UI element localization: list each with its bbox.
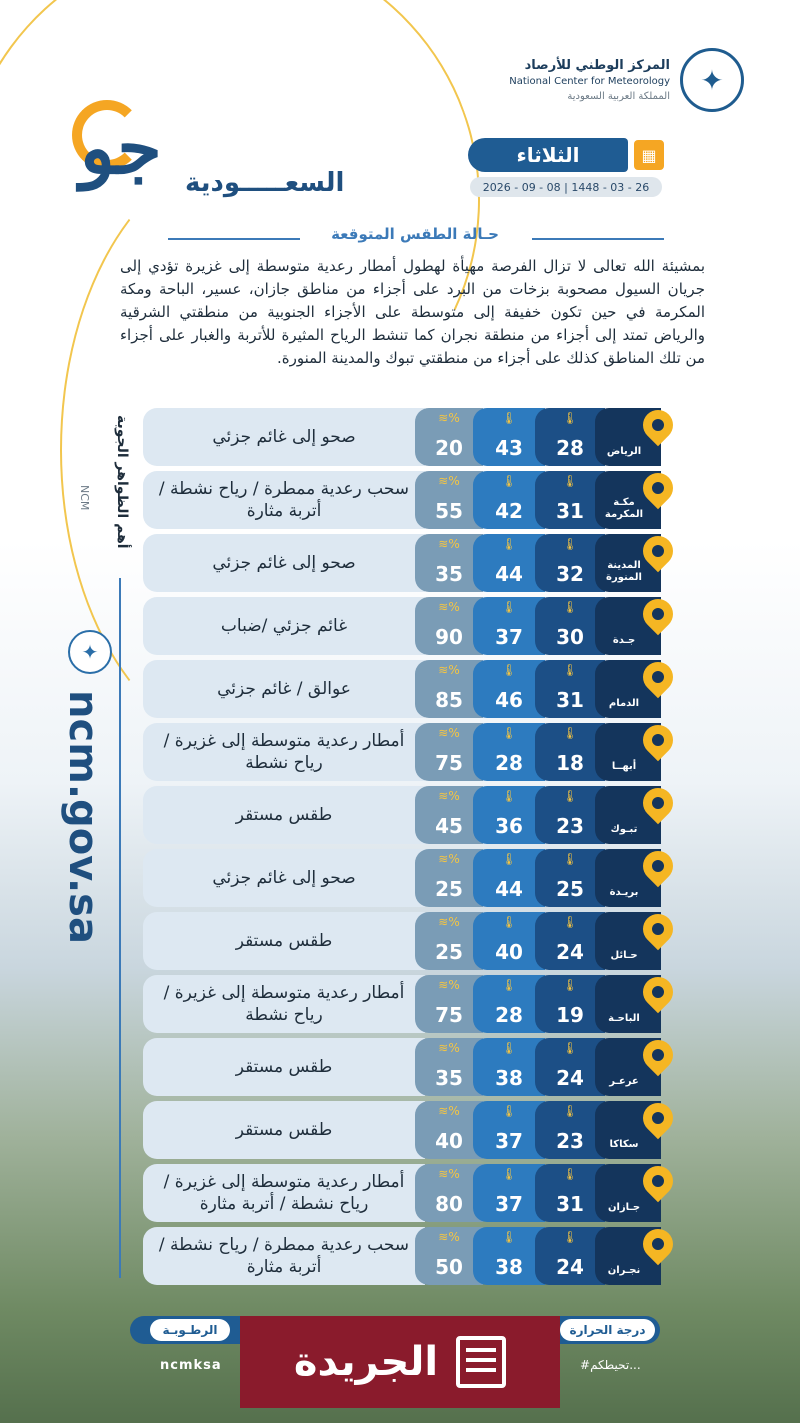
brand-subtitle: السعـــــودية: [185, 168, 345, 198]
city-row: [143, 786, 671, 844]
thermometer-icon: 🌡: [562, 600, 578, 614]
humidity-icon: ≋%: [438, 915, 460, 929]
org-country: المملكة العربية السعودية: [567, 91, 670, 102]
condition-text: سحب رعدية ممطرة / رياح نشطة / أتربة مثارة: [143, 471, 425, 529]
humidity-icon: ≋%: [438, 978, 460, 992]
humidity-icon: ≋%: [438, 1041, 460, 1055]
condition-text: سحب رعدية ممطرة / رياح نشطة / أتربة مثارة: [143, 1227, 425, 1285]
max-temp-value: 38: [495, 1066, 523, 1090]
min-temp-value: 19: [556, 1003, 584, 1027]
watermark-text: الجريدة: [293, 1339, 439, 1385]
min-temp-value: 32: [556, 562, 584, 586]
thermometer-icon: 🌡: [501, 411, 517, 425]
condition-text: غائم جزئي /ضباب: [143, 597, 425, 655]
condition-text: طقس مستقر: [143, 912, 425, 970]
thermometer-icon: 🌡: [501, 663, 517, 677]
legend-humidity: الرطـوبـة: [150, 1319, 230, 1341]
humidity-icon: ≋%: [438, 600, 460, 614]
humidity-value: 50: [435, 1255, 463, 1279]
thermometer-icon: 🌡: [501, 600, 517, 614]
website-url: ncm.gov.sa: [60, 690, 106, 944]
thermometer-icon: 🌡: [501, 789, 517, 803]
humidity-icon: ≋%: [438, 474, 460, 488]
org-name-english: National Center for Meteorology: [509, 76, 670, 87]
thermometer-icon: 🌡: [562, 1104, 578, 1118]
city-row: [143, 660, 671, 718]
condition-text: أمطار رعدية متوسطة إلى غزيرة / رياح نشطة / أتربة مثارة: [143, 1164, 425, 1222]
city-name: سكاكا: [609, 1139, 639, 1150]
condition-text: طقس مستقر: [143, 1038, 425, 1096]
date-label: 2026 - 09 - 08 | 1448 - 03 - 26: [470, 177, 662, 197]
section-title: حـالة الطقس المتوقعة: [331, 225, 499, 243]
city-row: [143, 849, 671, 907]
city-name: الباحـة: [608, 1013, 640, 1024]
condition-text: صحو إلى غائم جزئي: [143, 534, 425, 592]
thermometer-icon: 🌡: [501, 1230, 517, 1244]
social-handle: ncmksa: [160, 1358, 222, 1373]
city-row: [143, 1101, 671, 1159]
city-row: [143, 471, 671, 529]
calendar-icon: ▦: [634, 140, 664, 170]
humidity-value: 45: [435, 814, 463, 838]
forecast-description: بمشيئة الله تعالى لا تزال الفرصة مهيأة لهطول أمطار رعدية متوسطة إلى غزيرة تؤدي إلى جريان السيول مصحوبة بزخات من البرد على أجزاء من مناطق جازان، عسير، الباحة ومكة المكرمة في حين تكون خفيفة إلى متوسطة على الأجزاء الجنوبية من منطقتي الشرقية والرياض تمتد إلى أجزاء من منطقة نجران كما تنشط الرياح المثيرة للأتربة والغبار على أجزاء من تلك المناطق كذلك على أجزاء من منطقتي تبوك والمدينة المنورة.: [120, 257, 705, 367]
max-temp-value: 36: [495, 814, 523, 838]
condition-text: صحو إلى غائم جزئي: [143, 849, 425, 907]
min-temp-value: 24: [556, 1066, 584, 1090]
thermometer-icon: 🌡: [562, 978, 578, 992]
city-name: الدمام: [608, 698, 640, 709]
city-row: [143, 723, 671, 781]
thermometer-icon: 🌡: [501, 1167, 517, 1181]
thermometer-icon: 🌡: [501, 474, 517, 488]
title-divider-right: [532, 238, 664, 240]
city-name: أبهــا: [611, 761, 637, 772]
max-temp-value: 44: [495, 562, 523, 586]
thermometer-icon: 🌡: [562, 915, 578, 929]
thermometer-icon: 🌡: [501, 726, 517, 740]
humidity-value: 25: [435, 940, 463, 964]
city-row: [143, 975, 671, 1033]
min-temp-value: 25: [556, 877, 584, 901]
humidity-icon: ≋%: [438, 1167, 460, 1181]
thermometer-icon: 🌡: [501, 852, 517, 866]
thermometer-icon: 🌡: [562, 663, 578, 677]
city-row: [143, 534, 671, 592]
humidity-value: 55: [435, 499, 463, 523]
city-row: [143, 912, 671, 970]
max-temp-value: 28: [495, 1003, 523, 1027]
city-name: حـائل: [610, 950, 638, 961]
thermometer-icon: 🌡: [501, 1041, 517, 1055]
thermometer-icon: 🌡: [562, 474, 578, 488]
thermometer-icon: 🌡: [562, 726, 578, 740]
condition-text: صحو إلى غائم جزئي: [143, 408, 425, 466]
humidity-value: 80: [435, 1192, 463, 1216]
thermometer-icon: 🌡: [501, 978, 517, 992]
min-temp-value: 30: [556, 625, 584, 649]
city-row: [143, 597, 671, 655]
city-name: الرياض: [606, 446, 642, 457]
hashtag: #تحيطكم...: [580, 1358, 641, 1372]
humidity-value: 90: [435, 625, 463, 649]
legend-temperature: درجة الحرارة: [560, 1319, 655, 1341]
humidity-value: 40: [435, 1129, 463, 1153]
condition-text: أمطار رعدية متوسطة إلى غزيرة / رياح نشطة: [143, 723, 425, 781]
max-temp-value: 46: [495, 688, 523, 712]
watermark-logo: [240, 1316, 560, 1408]
min-temp-value: 18: [556, 751, 584, 775]
city-name: تبـوك: [610, 824, 638, 835]
humidity-icon: ≋%: [438, 537, 460, 551]
condition-text: طقس مستقر: [143, 1101, 425, 1159]
min-temp-value: 31: [556, 1192, 584, 1216]
side-logo-icon: ✦: [68, 630, 112, 674]
max-temp-value: 42: [495, 499, 523, 523]
ncm-logo: ✦: [680, 48, 744, 112]
max-temp-value: 37: [495, 1129, 523, 1153]
city-name: نجـران: [607, 1265, 641, 1276]
humidity-icon: ≋%: [438, 726, 460, 740]
thermometer-icon: 🌡: [562, 1230, 578, 1244]
brand-title: جو: [80, 105, 162, 190]
side-ncm-label: NCM: [78, 485, 91, 511]
max-temp-value: 44: [495, 877, 523, 901]
org-name-arabic: المركز الوطني للأرصاد: [524, 58, 670, 73]
min-temp-value: 23: [556, 1129, 584, 1153]
side-divider: [119, 578, 121, 1278]
day-label: الثلاثاء: [468, 138, 628, 172]
max-temp-value: 37: [495, 1192, 523, 1216]
max-temp-value: 40: [495, 940, 523, 964]
city-row: [143, 1164, 671, 1222]
city-name: بريـدة: [609, 887, 639, 898]
min-temp-value: 28: [556, 436, 584, 460]
city-name: المدينة المنورة: [606, 560, 642, 583]
humidity-value: 35: [435, 1066, 463, 1090]
min-temp-value: 31: [556, 688, 584, 712]
humidity-value: 75: [435, 751, 463, 775]
min-temp-value: 31: [556, 499, 584, 523]
min-temp-value: 24: [556, 1255, 584, 1279]
city-name: جـدة: [612, 635, 636, 646]
max-temp-value: 37: [495, 625, 523, 649]
thermometer-icon: 🌡: [562, 411, 578, 425]
condition-text: أمطار رعدية متوسطة إلى غزيرة / رياح نشطة: [143, 975, 425, 1033]
thermometer-icon: 🌡: [562, 537, 578, 551]
thermometer-icon: 🌡: [501, 915, 517, 929]
humidity-value: 20: [435, 436, 463, 460]
thermometer-icon: 🌡: [562, 789, 578, 803]
title-divider-left: [168, 238, 300, 240]
thermometer-icon: 🌡: [501, 1104, 517, 1118]
thermometer-icon: 🌡: [501, 537, 517, 551]
city-row: [143, 1038, 671, 1096]
city-row: [143, 1227, 671, 1285]
city-name: مكـة المكرمة: [604, 497, 644, 520]
min-temp-value: 23: [556, 814, 584, 838]
max-temp-value: 43: [495, 436, 523, 460]
newspaper-icon: [456, 1336, 506, 1388]
humidity-value: 35: [435, 562, 463, 586]
humidity-value: 85: [435, 688, 463, 712]
humidity-icon: ≋%: [438, 1104, 460, 1118]
condition-text: عوالق / غائم جزئي: [143, 660, 425, 718]
humidity-icon: ≋%: [438, 411, 460, 425]
city-name: جـازان: [607, 1202, 641, 1213]
city-name: عرعـر: [609, 1076, 639, 1087]
humidity-icon: ≋%: [438, 789, 460, 803]
humidity-value: 25: [435, 877, 463, 901]
humidity-icon: ≋%: [438, 1230, 460, 1244]
side-title: أهم الظواهر الجوية: [114, 415, 130, 549]
max-temp-value: 28: [495, 751, 523, 775]
humidity-icon: ≋%: [438, 852, 460, 866]
min-temp-value: 24: [556, 940, 584, 964]
thermometer-icon: 🌡: [562, 1041, 578, 1055]
thermometer-icon: 🌡: [562, 852, 578, 866]
max-temp-value: 38: [495, 1255, 523, 1279]
thermometer-icon: 🌡: [562, 1167, 578, 1181]
city-row: [143, 408, 671, 466]
condition-text: طقس مستقر: [143, 786, 425, 844]
humidity-value: 75: [435, 1003, 463, 1027]
humidity-icon: ≋%: [438, 663, 460, 677]
